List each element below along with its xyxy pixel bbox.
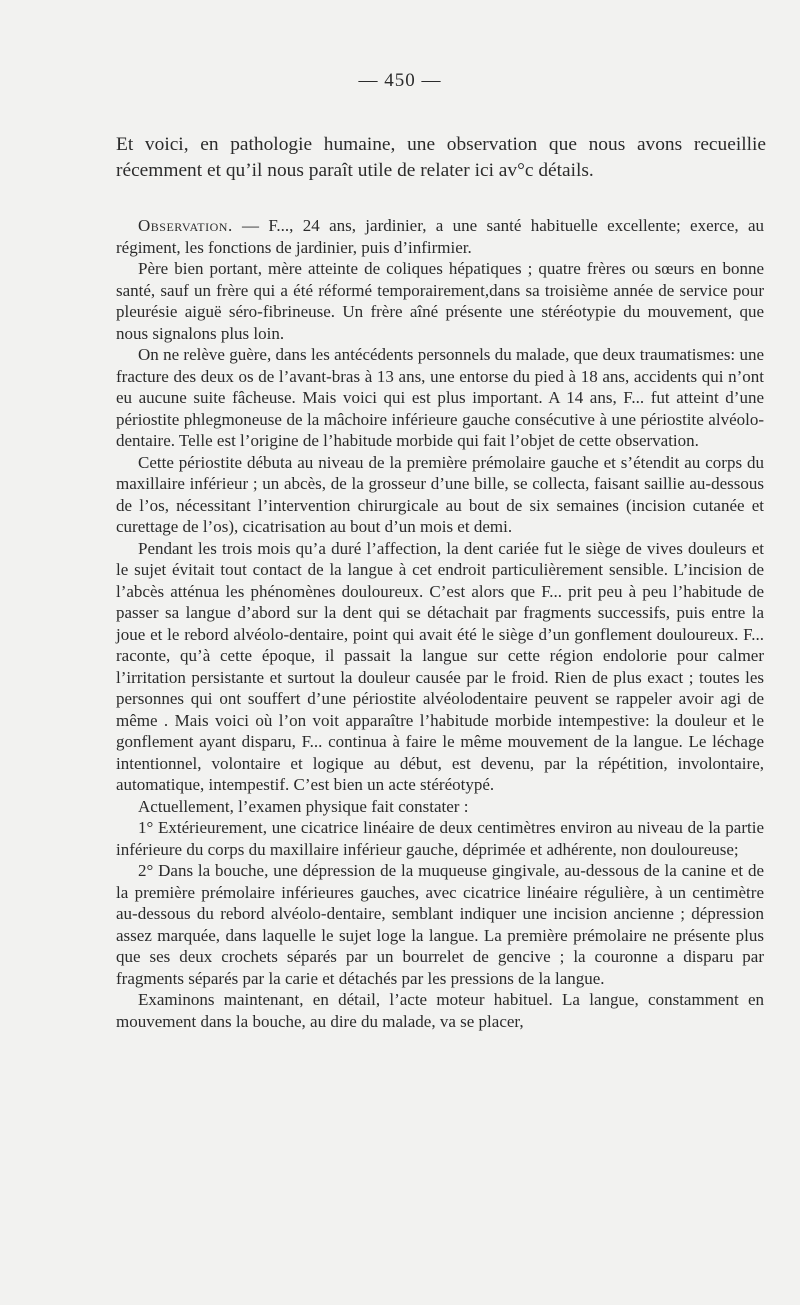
page-number: — 450 —	[358, 70, 442, 91]
habit-origin-paragraph: Pendant les trois mois qu’a duré l’affection, la dent cariée fut le siège de vives douleurs et le sujet évitait tout contact de la langue à cet endroit particulièrement sensible. L’incision de l’abcès atténua les phénomènes douloureux. C’est alors que F... prit peu à peu l’habitude de passer sa langue d’abord sur la dent qui se détachait par fragments successifs, puis entre la joue et le rebord alvéolo-dentaire, point qui avait été le siège d’un gonflement douloureux. F... raconte, qu’à cette époque, il passait la langue sur cette région endolorie pour calmer l’irritation persistante et surtout la douleur causée par le froid. Rien de plus exact ; toutes les personnes qui ont souffert d’une périostite alvéolodentaire peuvent se rappeler avoir agi de même . Mais voici où l’on voit apparaître l’habitude morbide intempestive: la douleur et le gonflement ayant disparu, F... continua à faire le même mouvement de la langue. Le léchage intentionnel, volontaire et logique au début, est devenu, par la répétition, involontaire, automatique, intempestif. C’est bien un acte stéréotypé.	[116, 538, 764, 794]
personal-history-paragraph: On ne relève guère, dans les antécédents personnels du malade, que deux traumatismes: une fracture des deux os de l’avant-bras à 13 ans, une entorse du pied à 18 ans, accidents qui n’ont eu aucune suite fâcheuse. Mais voici qui est plus important. A 14 ans, F... fut atteint d’une périostite phlegmoneuse de la mâchoire inférieure gauche consécutive à une périostite alvéolo-dentaire. Telle est l’origine de l’habitude morbide qui fait l’objet de cette observation.	[116, 345, 764, 450]
observation-opening-paragraph	[116, 215, 764, 258]
family-history-paragraph: Père bien portant, mère atteinte de coliques hépatiques ; quatre frères ou sœurs en bonne santé, sauf un frère qui a été réformé temporairement,dans sa troisième année de service pour pleurésie aiguë séro-fibrineuse. Un frère aîné présente une stéréotypie du mouvement, que nous signalons plus loin.	[116, 259, 764, 343]
intro-paragraph: Et voici, en pathologie humaine, une observation que nous avons recueillie récemment et qu’il nous paraît utile de relater ici av°c détails.	[116, 134, 766, 181]
exam-intro-paragraph: Actuellement, l’examen physique fait constater :	[138, 796, 469, 816]
periostitis-paragraph: Cette périostite débuta au niveau de la première prémolaire gauche et s’étendit au corps du maxillaire inférieur ; un abcès, de la grosseur d’une bille, se collecta, faisant saillie au-dessous de l’os, nécessitant l’intervention chirurgicale au bout de six semaines (incision cutanée et curettage de l’os), cicatrisation au bout d’un mois et demi.	[116, 452, 764, 536]
exam-item-1: 1° Extérieurement, une cicatrice linéaire de deux centimètres environ au niveau de la partie inférieure du corps du maxillaire inférieur gauche, déprimée et adhérente, non douloureuse;	[116, 818, 764, 859]
observation-heading: Observation.	[138, 216, 233, 235]
observation-opening-text: — F..., 24 ans, jardinier, a une santé habituelle excellente; exerce, au régiment, les fonctions de jardinier, puis d’infirmier.	[116, 216, 764, 257]
exam-item-2: 2° Dans la bouche, une dépression de la muqueuse gingivale, au-dessous de la canine et de la première prémolaire inférieures gauches, avec cicatrice linéaire régulière, à un centimètre au-dessous du rebord alvéolo-dentaire, semblant indiquer une incision ancienne ; dépression assez marquée, dans laquelle le sujet loge la langue. La première prémolaire ne présente plus que ses deux crochets séparés par un bourrelet de gencive ; la couronne a disparu par fragments séparés par la carie et détachés par les pressions de la langue.	[116, 861, 764, 988]
motor-act-paragraph: Examinons maintenant, en détail, l’acte moteur habituel. La langue, constamment en mouvement dans la bouche, au dire du malade, va se placer,	[116, 990, 764, 1031]
observation-section	[116, 215, 764, 1032]
